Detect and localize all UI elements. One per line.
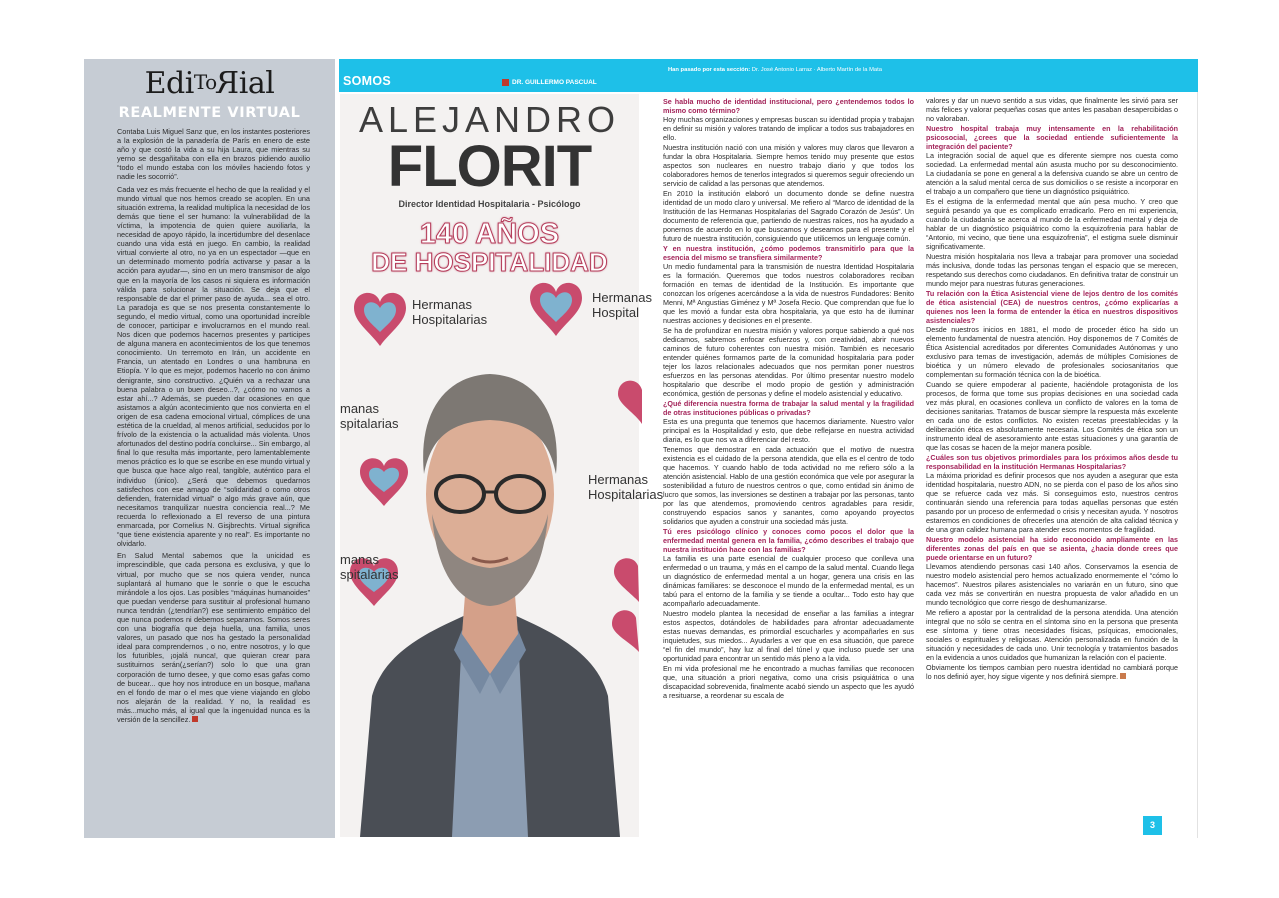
section-header-bar <box>339 59 1198 92</box>
cover-last-name: FLORIT <box>387 134 592 199</box>
interview-question: Se habla mucho de identidad institucional, pero ¿entendemos todos lo mismo como término? <box>663 97 914 115</box>
editorial-heading: REALMENTE VIRTUAL <box>118 105 301 121</box>
page-number: 3 <box>1143 816 1162 835</box>
backdrop-brand-text-left <box>340 401 399 431</box>
interview-answer: Se ha de profundizar en nuestra misión y valores porque sabiendo a qué nos dedicamos, sabremos enfocar esfuerzos y, con creatividad, abrir nuevos caminos de futuro coherentes con nuestra misión. También es necesario entender quiénes formamos parte de la comunidad hospitalaria para poder tejer los lazos relacionales adecuados que nos permitan poner nuestros esfuerzos en las personas atendidas. Por último presentar nuestro modelo hospitalario que describe el modo propio de gestión y administración económica, gestión de personas y define el modelo asistencial y educativo. <box>663 326 914 398</box>
interview-answer: La integración social de aquel que es diferente siempre nos cuesta como sociedad. La enfermedad mental aún asusta mucho por su desconocimiento. La ciudadanía se pone en general a la defensiva cuando se abre un centro de atención a la salud mental cerca de sus domicilios o se resiste a incorporar en el trabajo a un compañero que tiene un diagnóstico psiquiátrico. <box>926 151 1178 196</box>
interview-question: ¿Qué diferencia nuestra forma de trabajar la salud mental y la fragilidad de otras instituciones públicas o privadas? <box>663 399 914 417</box>
editorial-body <box>117 127 310 833</box>
interview-answer: La máxima prioridad es definir procesos que nos ayuden a asegurar que esta identidad hospitalaria, nuestro ADN, no se pierda con el paso de los años sino que se refuerce cada vez más. Si conseguimos esto, nuestros centros continuarán siendo una referencia para todas aquellas personas que estén pasando por un proceso de enfermedad o crisis y necesitan ayuda. Y nosotros estaremos en condiciones de ofrecerles una atención de alta calidad técnica y de una gran calidez humana para atender esos momentos de fragilidad. <box>926 471 1178 534</box>
logo-part-3: R <box>216 66 239 101</box>
interview-column-1 <box>663 96 914 836</box>
interview-question: Tu relación con la Ética Asistencial viene de lejos dentro de los comités de ética asistencial (CEA) de nuestros centros, ¿cómo explicarías a quienes nos leen la forma de entender la ética en nuestros dispositivos asistenciales? <box>926 289 1178 325</box>
cover-photo-panel <box>340 94 664 837</box>
section-label: SOMOS <box>343 74 392 88</box>
backdrop-brand-line-2: spitalarias <box>340 416 399 431</box>
cover-first-name: ALEJANDRO <box>358 99 621 140</box>
backdrop-brand-line-1: manas <box>340 401 380 416</box>
editorial-paragraph: Contaba Luis Miguel Sanz que, en los instantes posteriores a la explosión de la panadería de París en enero de este año y que costó la vida a su hija Laura, que mientras su yerno se desgañitaba con ella en brazos pidiendo auxilio “todo el mundo estaba con los móviles haciendo fotos y nadie les socorrió”. <box>117 127 310 182</box>
interview-answer: Llevamos atendiendo personas casi 140 años. Conservamos la esencia de nuestro modelo asistencial pero hemos actualizado enormemente el “cómo lo hacemos”. Nuestros pilares asistenciales no variarán en un futuro, sino que cada vez más se convertirán en nuestra propuesta de valor añadido en un mundo tecnológico que corre riesgo de deshumanizarse. <box>926 562 1178 607</box>
interview-answer: Nuestra misión hospitalaria nos lleva a trabajar para promover una sociedad más inclusiva, donde todas las personas tengan el espacio que se merecen, respetando sus derechos como ciudadanos. En definitiva tratar de construir un mundo mejor para nuestras futuras generaciones. <box>926 252 1178 288</box>
backdrop-brand-line-1: Hermanas <box>588 472 648 487</box>
backdrop-brand-line-1: manas <box>340 552 380 567</box>
interview-answer: La familia es una parte esencial de cualquier proceso que conlleva una enfermedad o un trauma, y más en el campo de la salud mental. Cuando llega un diagnóstico de enfermedad mental a un hogar, genera una crisis en las dinámicas familiares: se desconoce el mundo de la enfermedad mental, es un tabú para el entorno de la familia y se tiende a ocultar... Todo esto hay que acompañarlo adecuadamente. <box>663 554 914 608</box>
interview-answer: Un medio fundamental para la transmisión de nuestra Identidad Hospitalaria es la formación. Queremos que todos nuestros colaboradores reciban formación en temas de identidad de la Institución. Es importante que conozcan los orígenes acercándose a la vida de nuestros Fundadores: Benito Menni, Mª Angustias Giménez y Mª Josefa Recio. Que comprendan que fue lo que les movió a fundar esta obra hospitalaria, ya que esto ha de iluminar nuestras acciones y decisiones en el presente. <box>663 262 914 325</box>
anniversary-line-1: 140 AÑOS <box>419 218 560 250</box>
author-label: DR. GUILLERMO PASCUAL <box>512 79 597 86</box>
interview-answer: Es el estigma de la enfermedad mental que aún pesa mucho. Y creo que seguirá pesando ya que es complicado erradicarlo. Pero en mi experiencia, cuando la ciudadanía se acerca al mundo de la enfermedad mental y deja de hablar de un diagnóstico psiquiátrico como la esquizofrenia para hablar de “Antonio, mi vecino, que tiene una esquizofrenia”, el estigma suele disminuir significativamente. <box>926 197 1178 251</box>
editorial-logo <box>84 65 335 101</box>
backdrop-brand-line-1: Hermanas <box>592 290 652 305</box>
interview-answer <box>926 663 1178 681</box>
editorial-paragraph: Cada vez es más frecuente el hecho de que la realidad y el mundo virtual que nos hemos creado se acoplen. En una situación extrema, la realidad multiplica la necesidad de los demás que tiene el ser humano: la vulnerabilidad de la víctima, la impotencia de quien quiere auxiliarla, la necesidad de apoyo rápido, la incertidumbre del desenlace cuando una vida está en juego. En cambio, la realidad virtual convierte al otro, no ya en un espectador —que en un determinado momento podría activarse y pasar a la acción para ayudar—, sino en un mero transmisor de algo que en la mayoría de los casos ni siquiera es información válida para solucionar la situación. Se deja que el responsable de dar el primer paso de ayuda... sea el otro. La paradoja es que se nos presenta constantemente lo segundo, el medio virtual, como una oportunidad increíble de conocer, participar e involucrarnos en el mundo real. Nos dicen que podemos hacernos presentes y participes de alguna manera en acontecimientos de los que tenemos conocimiento. Un terremoto en Irán, un accidente en Francia, un atentado en Londres o una hambruna en Etiopía. Y lo que es mejor, podemos hacerlo no con ánimo denigrante, sino constructivo. ¿Quién va a rechazar una buena palabra o un buen deseo...?, ¿cómo no vamos a estar ahí...? Además, se pueden dar ocasiones en que asistamos a algún acontecimiento que nos convierta en el origen de esa cadena emocional virtual, cómplices de una estética de la crueldad, al menos artificial, seducidos por lo frívolo de la existencia o la actualidad más violenta. Unos afortunados del destino podría concluirse... Sin embargo, al final lo que resulta más importante, pero lamentablemente menos práctico es lo que se escribe en ese mundo virtual y que busca que hace algo real, tangible, auténtico para el individuo (único). ¿Será que debemos quedarnos satisfechos con ese amago de “solidaridad o como otros defienden, fraternidad virtual” o algo más grave aún, que necesitamos tranquilizar nuestra conciencia real...? Me recuerda lo reflexionado a El reverso de una pintura enmarcada, por Cornelius N. Gisjbrechts. Virtual significa “que tiene existencia aparente y no real”. Es importante no olvidarlo. <box>117 184 310 549</box>
backdrop-brand-line-2: Hospitalarias <box>412 312 488 327</box>
backdrop-brand-line-2: spitalarias <box>340 567 399 582</box>
interview-answer: valores y dar un nuevo sentido a sus vidas, que finalmente les sirvió para ser más felices y valorar pequeñas cosas que antes les pasaban desapercibidas o no valoraban. <box>926 96 1178 123</box>
interview-question: Tú eres psicólogo clínico y conoces como pocos el dolor que la enfermedad mental genera en la familia, ¿cómo describes el trabajo que nuestra institución hace con las familias? <box>663 527 914 554</box>
interview-answer: Me refiero a apostar por la centralidad de la persona atendida. Una atención integral que no sólo se centra en el síntoma sino en la persona que presenta ese síntoma y tiene otras necesidades físicas, psíquicas, emocionales, sociales o espirituales y religiosas. Atención personalizada en función de la situación y necesidades de cada uno. Unir tecnología y tratamientos basados en la evidencia a unos cuidados que humanizan la relación con el paciente. <box>926 608 1178 662</box>
interview-column-2 <box>926 96 1178 836</box>
interview-question: Nuestro modelo asistencial ha sido reconocido ampliamente en las diferentes zonas del país en que se asienta, ¿hacia donde crees que puede orientarse en un futuro? <box>926 535 1178 562</box>
interview-answer: Esta es una pregunta que tenemos que hacernos diariamente. Nuestro valor principal es la Hospitalidad y esto, que debe reflejarse en nuestra actividad diaria, es lo que nos va a diferenciar del resto. <box>663 417 914 444</box>
logo-part-4: ial <box>238 66 275 101</box>
backdrop-brand-text <box>412 297 487 327</box>
interview-answer: En mi vida profesional me he encontrado a muchas familias que reconocen que, una situación a priori negativa, como una crisis psiquiátrica o una discapacidad sobrevenida, finalmente acabó siendo un aspecto que les ayudó a resituarse, a reordenar su escala de <box>663 664 914 700</box>
credits-prefix: Han pasado por esta sección: <box>668 67 751 73</box>
backdrop-brand-text-right-2 <box>588 472 663 502</box>
backdrop-brand-text-left-2 <box>340 552 399 582</box>
author-marker-icon <box>502 79 509 86</box>
logo-part-2: To <box>193 70 217 94</box>
editorial-paragraph <box>117 551 310 724</box>
end-mark-icon <box>192 716 198 722</box>
cover-role: Director Identidad Hospitalaria - Psicólogo <box>398 199 581 209</box>
backdrop-brand-text-right <box>592 290 652 320</box>
backdrop-brand-line-1: Hermanas <box>412 297 472 312</box>
interview-answer: Desde nuestros inicios en 1881, el modo de proceder ético ha sido un elemento fundamental de nuestra atención. Hoy disponemos de 7 Comités de Ética Asistencial acreditados por diferentes Comunidades Autónomas y uno exclusivo para temas de investigación, además de múltiples Comisiones de bioética y un número elevado de profesionales sociosanitarios que complementan su formación técnica con la de bioética. <box>926 325 1178 379</box>
logo-part-1: Edi <box>144 66 194 101</box>
credits-names: Dr. José Antonio Larraz · Alberto Martín de la Mata <box>751 67 882 73</box>
interview-question: Nuestro hospital trabaja muy intensamente en la rehabilitación psicosocial, ¿crees que la sociedad entiende suficientemente la integración del paciente? <box>926 124 1178 151</box>
end-mark-icon <box>1120 673 1126 679</box>
interview-page <box>339 59 1198 838</box>
editorial-paragraph-text: En Salud Mental sabemos que la unicidad es imprescindible, que cada persona es exclusiva, y que lo virtual, por mucho que se nos quiera vender, nunca suplantará al humano que le sonríe o que le escucha mirándole a los ojos. Las posibles “máquinas humanoides” que puedan venderse para sustituir al profesional humano nunca tendrán (¿tendrían?) ese sentimiento empático del que nunca podemos ni debemos separarnos. Somos seres con una biografía que deja huella, una familia, unos valores, un pasado que nos ha gestado la personalidad ideal para comprendernos , o no, entre nosotros, y lo que los futuribles, ¡ojalá nunca!, que quieran crear para sustituirnos serán(¿serían?) solo lo que una gran corporación de turno desee, y que como esas gafas como de bucear... que hoy nos introduce en un bosque, mañana en el fondo de mar o el mes que viene viajando en globo nos alejarán de la realidad. Y no, la realidad es más...mucho más, al igual que la ingenuidad nunca es la versión de la sencillez. <box>117 551 310 724</box>
interview-answer: En 2010 la institución elaboró un documento donde se define nuestra identidad de un modo claro y universal. Me refiero al “Marco de identidad de la Institución de las Hermanas Hospitalarias del Sagrado Corazón de Jesús”. Un documento de referencia que, partiendo de nuestras raíces, nos ha ayudado a ponernos de acuerdo en lo que buscamos y deseamos para el presente y el futuro de nuestra institución, consiguiendo que utilicemos un lenguaje común. <box>663 189 914 243</box>
editorial-page <box>84 59 335 838</box>
interview-answer-text: Obviamente los tiempos cambian pero nuestra identidad no cambiará porque lo nos definió ayer, hoy sigue vigente y nos definirá siempre. <box>926 663 1178 681</box>
interview-answer: Tenemos que demostrar en cada actuación que el motivo de nuestra existencia es el cuidado de la persona atendida, que ella es el centro de todo que hacemos. Y cuando hablo de toda actividad no me refiero sólo a la atención asistencial. Hablo de una gestión económica que vele por asegurar la sostenibilidad a futuro de nuestros centros o que, como entidad sin ánimo de lucro que somos, las inversiones se destinen a trabajar por las personas, tanto por las que atendemos, promoviendo centros agradables para residir, construyendo espacios sanos y sanantes, como apoyando proyectos solidarios que ayuden a construir una sociedad más justa. <box>663 445 914 526</box>
interview-question: ¿Cuáles son tus objetivos primordiales para los próximos años desde tu responsabilidad en la institución Hermanas Hospitalarias? <box>926 453 1178 471</box>
interview-answer: Cuando se quiere empoderar al paciente, haciéndole protagonista de los procesos, de forma que tome sus propias decisiones en una sociedad cada vez más plural, en ocasiones conlleva un conflicto de valores en la toma de decisiones sanitarias. Tratamos de buscar siempre la respuesta más excelente en cada uno de estos conflictos. No existen recetas preestablecidas y la deliberación ética es absolutamente necesaria. Los Comités de ética son un instrumento ideal de asesoramiento ante estas situaciones y una garantía de que las cosas se hacen de la mejor manera posible. <box>926 380 1178 452</box>
backdrop-brand-line-2: Hospitalarias <box>588 487 664 502</box>
interview-answer: Hoy muchas organizaciones y empresas buscan su identidad propia y trabajan en definir su misión y valores tratando de implicar a todos sus trabajadores en ello. <box>663 115 914 142</box>
interview-answer: Nuestra institución nació con una misión y valores muy claros que llevaron a fundar la obra Hospitalaria. Siempre hemos tenido muy presente que estos aspectos son nucleares en nuestro trabajo diario y que todos los colaboradores hemos de tenerlos integrados si queremos seguir ofreciendo un servicio de calidad a las personas que atendemos. <box>663 143 914 188</box>
section-credits <box>668 67 882 73</box>
interview-question: Y en nuestra institución, ¿cómo podemos transmitirlo para que la esencia del mismo se transfiera similarmente? <box>663 244 914 262</box>
anniversary-line-2: DE HOSPITALIDAD <box>371 247 608 277</box>
backdrop-brand-line-2: Hospital <box>592 305 639 320</box>
interview-answer: Nuestro modelo plantea la necesidad de enseñar a las familias a integrar estos aspectos, dotándoles de habilidades para afrontar adecuadamente estas nuevas demandas, es primordial escucharles y acompañarles en sus inquietudes, sus miedos... Ayudarles a ver que en esa situación, que parece “el fin del mundo”, hay luz al final del túnel y que incluso puede ser una oportunidad para encontrar un sentido más pleno a la vida. <box>663 609 914 663</box>
